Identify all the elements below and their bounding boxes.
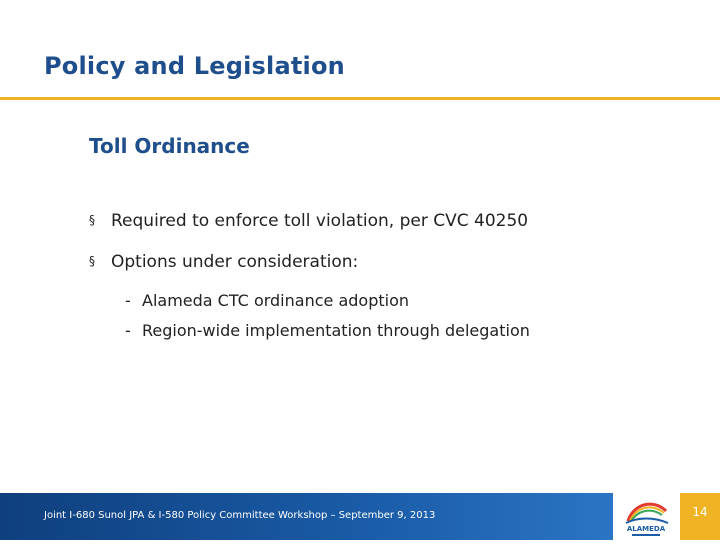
page-number: 14 bbox=[692, 505, 708, 519]
sub-bullet-item bbox=[125, 321, 530, 340]
bullet-text: Options under consideration: bbox=[111, 252, 359, 272]
sub-bullet-dash: - bbox=[125, 321, 131, 340]
sub-bullet-text: Region-wide implementation through delegation bbox=[142, 321, 530, 340]
footer-text: Joint I-680 Sunol JPA & I-580 Policy Committee Workshop – September 9, 2013 bbox=[44, 510, 436, 521]
sub-bullet-text: Alameda CTC ordinance adoption bbox=[142, 291, 409, 310]
bullet-text: Required to enforce toll violation, per CVC 40250 bbox=[111, 211, 529, 231]
bullet-item bbox=[89, 211, 528, 231]
sub-bullet-dash: - bbox=[125, 291, 131, 310]
slide-footer bbox=[0, 493, 720, 540]
page-number-box bbox=[680, 493, 720, 540]
bullet-mark: § bbox=[89, 254, 95, 268]
sub-bullet-item bbox=[125, 291, 409, 310]
slide-title: Policy and Legislation bbox=[44, 52, 345, 80]
logo-text: ALAMEDA bbox=[626, 525, 666, 533]
bullet-mark: § bbox=[89, 213, 95, 227]
footer-band bbox=[0, 493, 613, 540]
alameda-ctc-logo bbox=[620, 493, 672, 540]
bullet-item bbox=[89, 252, 358, 272]
slide-subtitle: Toll Ordinance bbox=[89, 134, 250, 158]
title-divider bbox=[0, 97, 720, 100]
